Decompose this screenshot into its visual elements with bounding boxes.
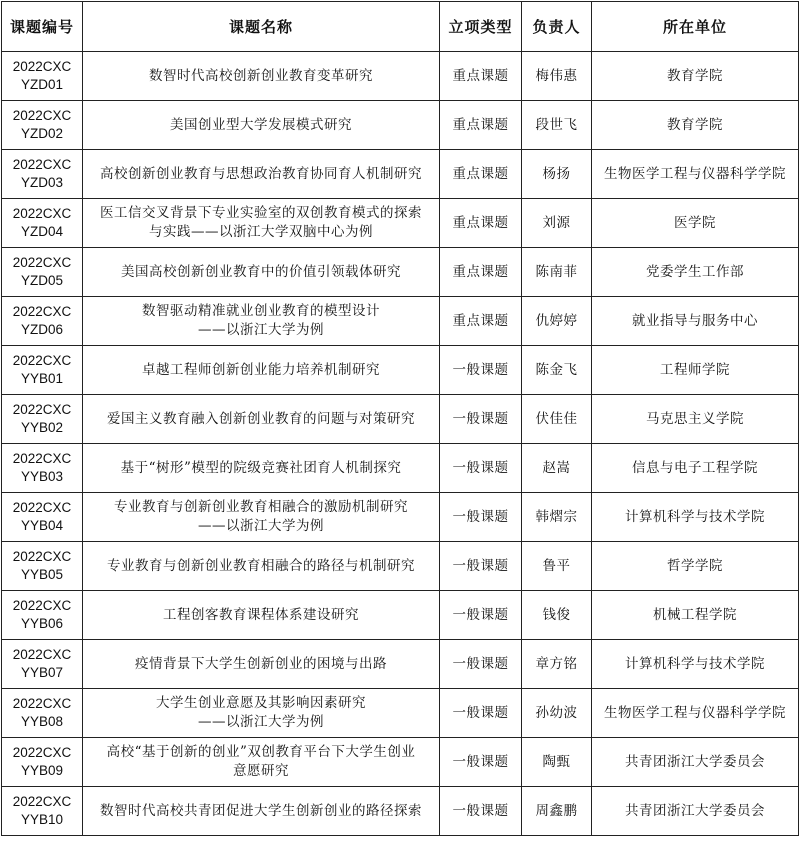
table-row [2, 248, 799, 297]
table-body [2, 52, 799, 836]
project-title-line: ——以浙江大学为例 [198, 714, 324, 730]
project-leader: 陶甄 [522, 738, 592, 787]
project-leader: 梅伟惠 [522, 52, 592, 101]
project-leader: 韩熠宗 [522, 493, 592, 542]
table-row [2, 395, 799, 444]
project-title [83, 297, 440, 346]
table-row [2, 444, 799, 493]
table-row [2, 52, 799, 101]
project-title [83, 738, 440, 787]
project-type: 一般课题 [440, 689, 522, 738]
table-row [2, 640, 799, 689]
project-title-line: 疫情背景下大学生创新创业的困境与出路 [135, 655, 387, 672]
header-unit: 所在单位 [592, 2, 799, 52]
project-unit: 教育学院 [592, 52, 799, 101]
project-title-line: 数智驱动精准就业创业教育的模型设计 [142, 303, 380, 319]
project-leader: 刘源 [522, 199, 592, 248]
project-type: 重点课题 [440, 248, 522, 297]
project-unit: 教育学院 [592, 101, 799, 150]
project-unit: 生物医学工程与仪器科学学院 [592, 150, 799, 199]
project-title [83, 444, 440, 493]
project-title [83, 150, 440, 199]
project-type: 一般课题 [440, 444, 522, 493]
project-code: 2022CXCYZD01 [2, 52, 83, 101]
project-type: 重点课题 [440, 199, 522, 248]
project-title-line: 专业教育与创新创业教育相融合的激励机制研究 [114, 499, 408, 515]
project-title [83, 542, 440, 591]
project-title-line: 美国创业型大学发展模式研究 [170, 116, 352, 133]
project-type: 一般课题 [440, 738, 522, 787]
project-leader: 章方铭 [522, 640, 592, 689]
project-table [1, 1, 799, 836]
project-title [83, 591, 440, 640]
project-unit: 工程师学院 [592, 346, 799, 395]
project-title-line: 医工信交叉背景下专业实验室的双创教育模式的探索 [100, 205, 422, 221]
project-type: 一般课题 [440, 395, 522, 444]
project-leader: 仇婷婷 [522, 297, 592, 346]
project-code: 2022CXCYZD03 [2, 150, 83, 199]
project-title [83, 395, 440, 444]
project-code: 2022CXCYYB08 [2, 689, 83, 738]
project-title-line: 意愿研究 [233, 763, 289, 779]
project-leader: 伏佳佳 [522, 395, 592, 444]
project-title [83, 689, 440, 738]
table-row [2, 101, 799, 150]
project-type: 一般课题 [440, 640, 522, 689]
project-title-line: 美国高校创新创业教育中的价值引领载体研究 [121, 263, 401, 280]
project-unit: 党委学生工作部 [592, 248, 799, 297]
project-unit: 马克思主义学院 [592, 395, 799, 444]
project-unit: 共青团浙江大学委员会 [592, 787, 799, 836]
project-title [83, 346, 440, 395]
project-leader: 鲁平 [522, 542, 592, 591]
project-leader: 杨扬 [522, 150, 592, 199]
project-title-line: 大学生创业意愿及其影响因素研究 [156, 695, 366, 711]
project-title [83, 787, 440, 836]
table-row [2, 591, 799, 640]
project-leader: 陈南菲 [522, 248, 592, 297]
project-leader: 周鑫鹏 [522, 787, 592, 836]
project-type: 重点课题 [440, 150, 522, 199]
project-leader: 孙幼波 [522, 689, 592, 738]
project-unit: 就业指导与服务中心 [592, 297, 799, 346]
project-type: 一般课题 [440, 787, 522, 836]
project-title-line: 数智时代高校共青团促进大学生创新创业的路径探索 [100, 802, 422, 819]
project-title-line: 爱国主义教育融入创新创业教育的问题与对策研究 [107, 410, 415, 427]
project-type: 重点课题 [440, 297, 522, 346]
project-code: 2022CXCYYB10 [2, 787, 83, 836]
project-leader: 段世飞 [522, 101, 592, 150]
project-code: 2022CXCYYB07 [2, 640, 83, 689]
project-title-line: 工程创客教育课程体系建设研究 [163, 606, 359, 623]
table-row [2, 297, 799, 346]
table-row [2, 199, 799, 248]
table-row [2, 738, 799, 787]
project-type: 重点课题 [440, 52, 522, 101]
project-title [83, 199, 440, 248]
project-unit: 信息与电子工程学院 [592, 444, 799, 493]
project-leader: 赵嵩 [522, 444, 592, 493]
project-unit: 医学院 [592, 199, 799, 248]
project-leader: 陈金飞 [522, 346, 592, 395]
project-unit: 机械工程学院 [592, 591, 799, 640]
header-person: 负责人 [522, 2, 592, 52]
header-type: 立项类型 [440, 2, 522, 52]
project-unit: 计算机科学与技术学院 [592, 640, 799, 689]
table-row [2, 542, 799, 591]
project-title-line: ——以浙江大学为例 [198, 518, 324, 534]
project-unit: 生物医学工程与仪器科学学院 [592, 689, 799, 738]
project-type: 重点课题 [440, 101, 522, 150]
project-title-line: 数智时代高校创新创业教育变革研究 [149, 67, 373, 84]
project-title-line: ——以浙江大学为例 [198, 322, 324, 338]
project-title-line: 与实践——以浙江大学双脑中心为例 [149, 224, 373, 240]
project-code: 2022CXCYYB06 [2, 591, 83, 640]
project-title [83, 101, 440, 150]
header-row [2, 2, 799, 52]
table-row [2, 150, 799, 199]
project-code: 2022CXCYYB02 [2, 395, 83, 444]
project-type: 一般课题 [440, 493, 522, 542]
project-code: 2022CXCYYB05 [2, 542, 83, 591]
project-code: 2022CXCYZD02 [2, 101, 83, 150]
table-row [2, 493, 799, 542]
project-code: 2022CXCYZD05 [2, 248, 83, 297]
project-leader: 钱俊 [522, 591, 592, 640]
project-type: 一般课题 [440, 542, 522, 591]
project-code: 2022CXCYYB04 [2, 493, 83, 542]
project-title [83, 493, 440, 542]
project-code: 2022CXCYYB09 [2, 738, 83, 787]
header-title: 课题名称 [83, 2, 440, 52]
table-row [2, 787, 799, 836]
project-code: 2022CXCYZD04 [2, 199, 83, 248]
project-title [83, 640, 440, 689]
project-title-line: 高校“基于创新的创业”双创教育平台下大学生创业 [106, 744, 416, 760]
project-title [83, 248, 440, 297]
project-type: 一般课题 [440, 346, 522, 395]
project-code: 2022CXCYYB03 [2, 444, 83, 493]
project-code: 2022CXCYYB01 [2, 346, 83, 395]
project-unit: 共青团浙江大学委员会 [592, 738, 799, 787]
header-code: 课题编号 [2, 2, 83, 52]
project-title [83, 52, 440, 101]
table-row [2, 689, 799, 738]
project-title-line: 高校创新创业教育与思想政治教育协同育人机制研究 [100, 165, 422, 182]
project-title-line: 专业教育与创新创业教育相融合的路径与机制研究 [107, 557, 415, 574]
project-type: 一般课题 [440, 591, 522, 640]
project-title-line: 卓越工程师创新创业能力培养机制研究 [142, 361, 380, 378]
project-unit: 哲学学院 [592, 542, 799, 591]
project-unit: 计算机科学与技术学院 [592, 493, 799, 542]
project-code: 2022CXCYZD06 [2, 297, 83, 346]
project-title-line: 基于“树形”模型的院级竞赛社团育人机制探究 [120, 459, 402, 476]
table-row [2, 346, 799, 395]
